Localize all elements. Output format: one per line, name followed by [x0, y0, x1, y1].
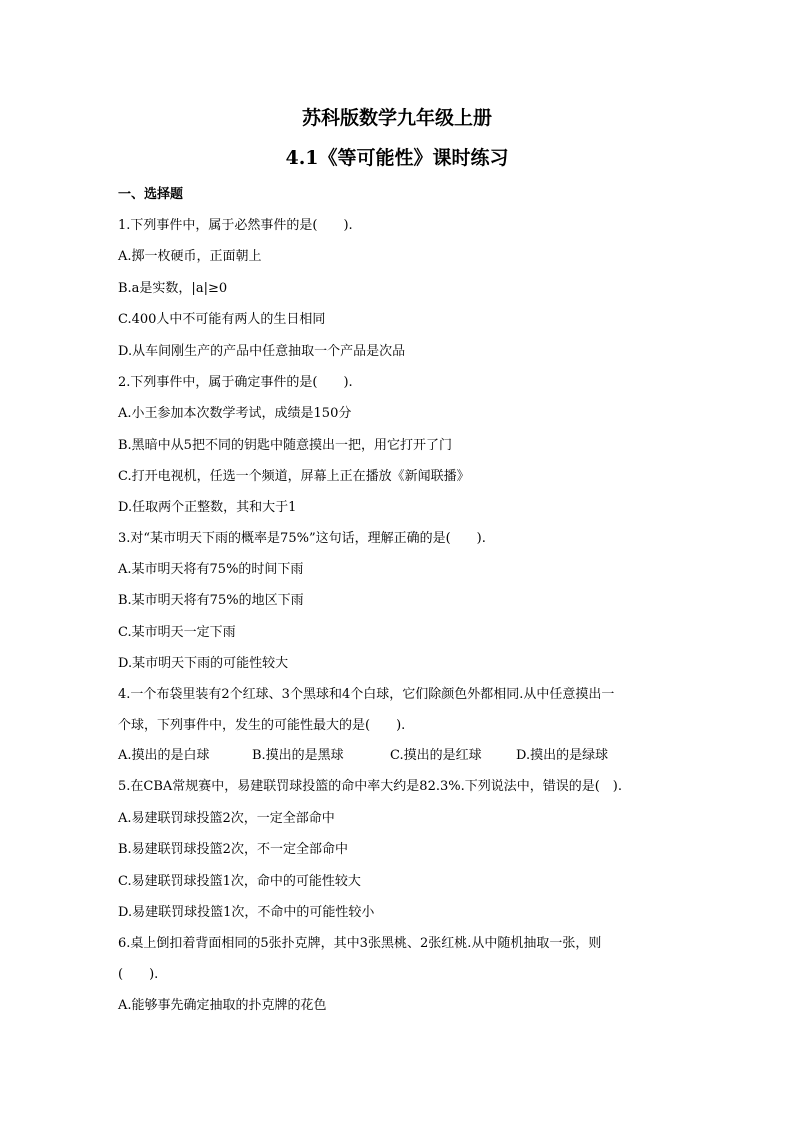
question-6-line-1: 6.桌上倒扣着背面相同的5张扑克牌，其中3张黑桃、2张红桃.从中随机抽取一张，则	[118, 936, 602, 951]
q2-option-b: B.黑暗中从5把不同的钥匙中随意摸出一把，用它打开了门	[118, 438, 452, 453]
q1-option-a: A.掷一枚硬币，正面朝上	[118, 249, 262, 264]
question-5: 5.在CBA常规赛中，易建联罚球投篮的命中率大约是82.3%.下列说法中，错误的是( ).	[118, 779, 622, 794]
question-4-line-2: 个球，下列事件中，发生的可能性最大的是( ).	[118, 718, 406, 733]
q4-option-b: B.摸出的是黑球	[252, 748, 344, 763]
question-6-line-2: ( ).	[118, 967, 159, 982]
q3-option-d: D.某市明天下雨的可能性较大	[118, 656, 289, 671]
q5-option-a: A.易建联罚球投篮2次，一定全部命中	[118, 811, 335, 826]
q5-option-d: D.易建联罚球投篮1次，不命中的可能性较小	[118, 905, 375, 920]
q3-option-b: B.某市明天将有75%的地区下雨	[118, 593, 304, 608]
q2-option-c: C.打开电视机，任选一个频道，屏幕上正在播放《新闻联播》	[118, 469, 470, 484]
q4-option-a: A.摸出的是白球	[118, 748, 210, 763]
q5-option-c: C.易建联罚球投篮1次，命中的可能性较大	[118, 874, 361, 889]
q4-options-row	[118, 747, 608, 765]
q1-option-c: C.400人中不可能有两人的生日相同	[118, 312, 326, 327]
question-3: 3.对“某市明天下雨的概率是75%”这句话，理解正确的是( ).	[118, 531, 486, 546]
q1-option-d: D.从车间刚生产的产品中任意抽取一个产品是次品	[118, 344, 406, 359]
q1-option-b: B.a是实数，|a|≥0	[118, 281, 228, 296]
q3-option-a: A.某市明天将有75%的时间下雨	[118, 562, 304, 577]
question-1: 1.下列事件中，属于必然事件的是( ).	[118, 218, 353, 233]
q2-option-d: D.任取两个正整数，其和大于1	[118, 500, 297, 515]
question-4-line-1: 4.一个布袋里装有2个红球、3个黑球和4个白球，它们除颜色外都相同.从中任意摸出一	[118, 687, 615, 702]
section-heading: 一、选择题	[118, 187, 184, 202]
document-title: 苏科版数学九年级上册	[301, 107, 492, 129]
q3-option-c: C.某市明天一定下雨	[118, 625, 236, 640]
q2-option-a: A.小王参加本次数学考试，成绩是150分	[118, 406, 352, 421]
q4-option-c: C.摸出的是红球	[390, 748, 482, 763]
q4-option-d: D.摸出的是绿球	[516, 748, 609, 763]
question-2: 2.下列事件中，属于确定事件的是( ).	[118, 375, 353, 390]
q5-option-b: B.易建联罚球投篮2次，不一定全部命中	[118, 842, 348, 857]
lesson-subtitle: 4.1《等可能性》课时练习	[285, 147, 509, 169]
q6-option-a: A.能够事先确定抽取的扑克牌的花色	[118, 998, 327, 1013]
